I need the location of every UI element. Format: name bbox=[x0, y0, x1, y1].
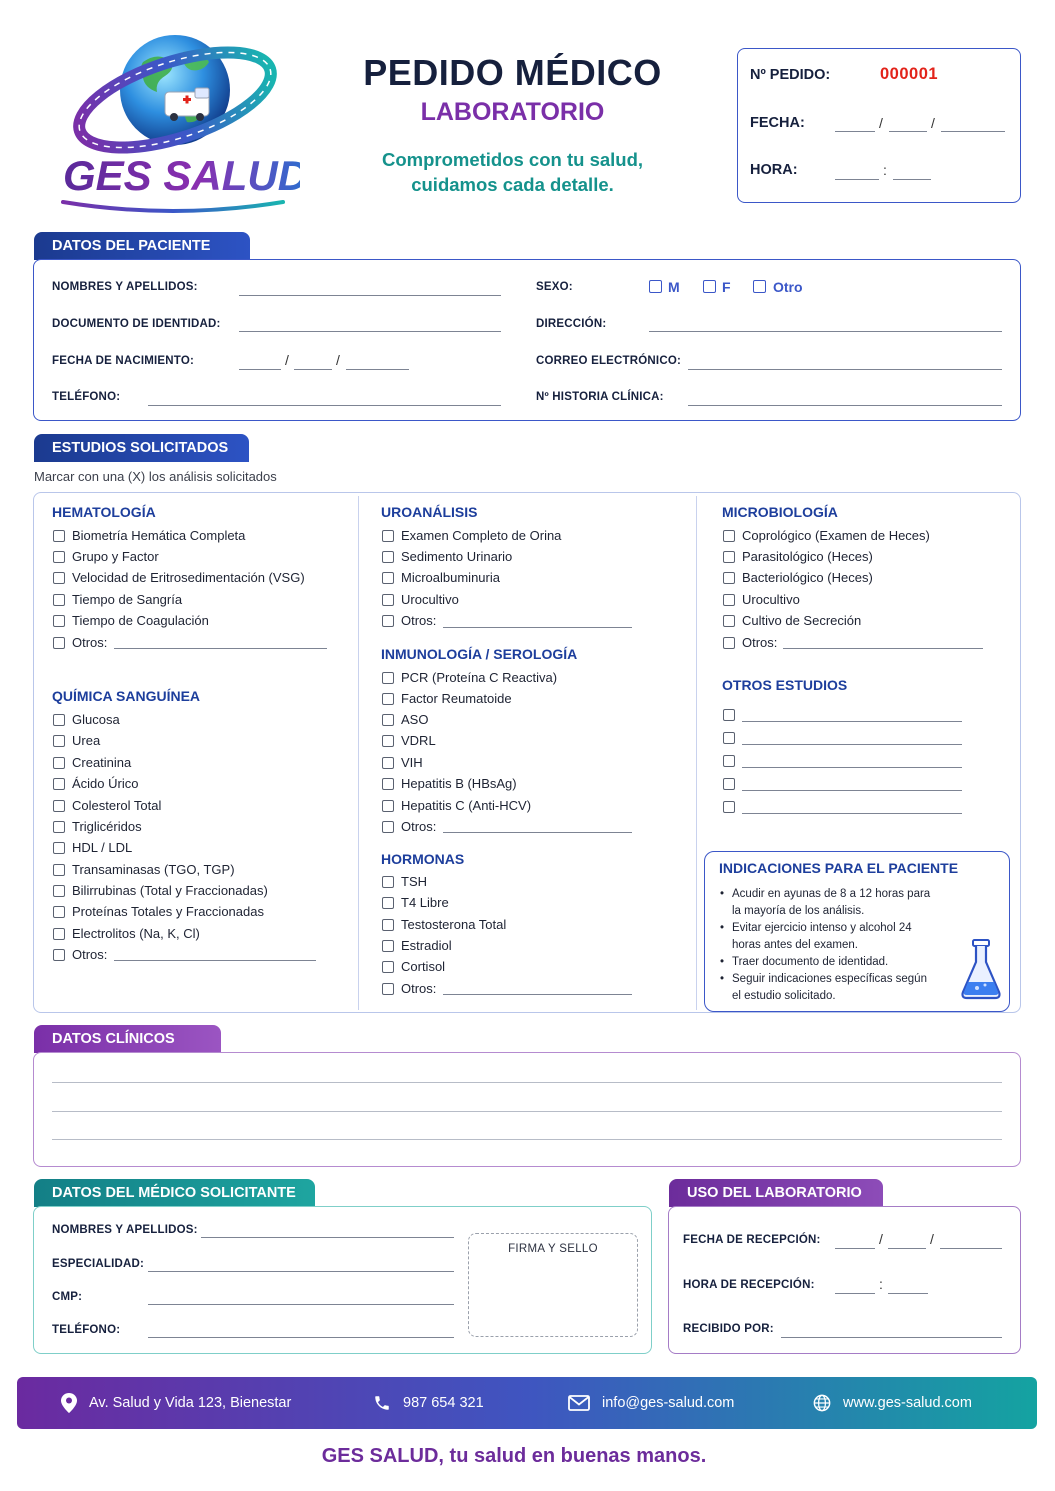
other-study-field[interactable] bbox=[742, 744, 962, 745]
study-label: Glucosa bbox=[72, 712, 120, 727]
checkbox[interactable] bbox=[382, 594, 394, 606]
reception-day-field[interactable] bbox=[835, 1248, 875, 1249]
list-item: • Evitar ejercicio intenso y alcohol 24 horas antes del examen. bbox=[719, 920, 934, 954]
checkbox[interactable] bbox=[53, 821, 65, 833]
checkbox[interactable] bbox=[382, 983, 394, 995]
date-separator: / bbox=[879, 115, 883, 131]
study-label: Testosterona Total bbox=[401, 917, 507, 932]
patient-name-field[interactable] bbox=[239, 295, 501, 296]
checkbox[interactable] bbox=[53, 735, 65, 747]
order-info-box bbox=[737, 48, 1021, 203]
checkbox[interactable] bbox=[382, 551, 394, 563]
doctor-cmp-field[interactable] bbox=[148, 1304, 454, 1305]
column-divider bbox=[358, 496, 359, 1010]
study-label: Bilirrubinas (Total y Fraccionadas) bbox=[72, 883, 268, 898]
section-tab-lab: USO DEL LABORATORIO bbox=[669, 1179, 883, 1207]
brand-wordmark: GES SALUD bbox=[63, 152, 300, 199]
footer-email bbox=[568, 1377, 734, 1429]
slogan-line-2: cuidamos cada detalle. bbox=[411, 174, 614, 195]
other-study-field[interactable] bbox=[114, 648, 327, 649]
page-title: PEDIDO MÉDICO bbox=[363, 52, 662, 93]
study-label: Bacteriológico (Heces) bbox=[742, 570, 873, 585]
clinical-line-field[interactable] bbox=[52, 1111, 1002, 1112]
globe-icon bbox=[813, 1394, 831, 1412]
checkbox[interactable] bbox=[53, 842, 65, 854]
checkbox[interactable] bbox=[53, 778, 65, 790]
checkbox[interactable] bbox=[53, 637, 65, 649]
doctor-name-field[interactable] bbox=[201, 1237, 454, 1238]
indications-list bbox=[719, 886, 934, 1005]
study-label: Coprológico (Examen de Heces) bbox=[742, 528, 930, 543]
other-study-field[interactable] bbox=[742, 721, 962, 722]
footer-email-text[interactable]: info@ges-salud.com bbox=[602, 1395, 735, 1411]
study-label: TSH bbox=[401, 874, 427, 889]
list-item: • Traer documento de identidad. bbox=[719, 954, 934, 971]
checkbox[interactable] bbox=[53, 885, 65, 897]
birth-month-field[interactable] bbox=[294, 369, 332, 370]
study-label: Colesterol Total bbox=[72, 798, 162, 813]
doctor-name-label: NOMBRES Y APELLIDOS: bbox=[52, 1224, 198, 1236]
sex-f-checkbox[interactable] bbox=[703, 280, 716, 293]
study-label: Triglicéridos bbox=[72, 819, 142, 834]
contact-footer bbox=[17, 1377, 1037, 1429]
checkbox[interactable] bbox=[53, 864, 65, 876]
footer-phone bbox=[373, 1377, 484, 1429]
checkbox[interactable] bbox=[382, 800, 394, 812]
study-label: Creatinina bbox=[72, 755, 132, 770]
patient-id-field[interactable] bbox=[239, 331, 501, 332]
study-label: Examen Completo de Orina bbox=[401, 528, 562, 543]
date-separator: / bbox=[285, 352, 289, 368]
section-tab-patient: DATOS DEL PACIENTE bbox=[34, 232, 250, 260]
study-label: Sedimento Urinario bbox=[401, 549, 513, 564]
study-label: Urocultivo bbox=[401, 592, 459, 607]
checkbox[interactable] bbox=[53, 572, 65, 584]
order-number-label: Nº PEDIDO: bbox=[750, 67, 831, 83]
doctor-phone-field[interactable] bbox=[148, 1337, 454, 1338]
sex-m-checkbox[interactable] bbox=[649, 280, 662, 293]
checkbox[interactable] bbox=[723, 530, 735, 542]
study-label: T4 Libre bbox=[401, 895, 449, 910]
checkbox[interactable] bbox=[723, 615, 735, 627]
quimica-title: QUÍMICA SANGUÍNEA bbox=[52, 688, 201, 704]
study-label: HDL / LDL bbox=[72, 840, 133, 855]
signature-area[interactable] bbox=[468, 1233, 638, 1337]
globe-ambulance-icon bbox=[55, 22, 300, 217]
study-label: Estradiol bbox=[401, 938, 452, 953]
study-label: Electrolitos (Na, K, Cl) bbox=[72, 926, 200, 941]
footer-website bbox=[813, 1377, 972, 1429]
order-time-hour-field[interactable] bbox=[835, 179, 879, 180]
checkbox[interactable] bbox=[382, 961, 394, 973]
section-tab-clinical: DATOS CLÍNICOS bbox=[34, 1025, 221, 1053]
patient-history-label: Nº HISTORIA CLÍNICA: bbox=[536, 391, 664, 403]
birth-day-field[interactable] bbox=[239, 369, 281, 370]
footer-address-text: Av. Salud y Vida 123, Bienestar bbox=[89, 1395, 292, 1411]
patient-id-label: DOCUMENTO DE IDENTIDAD: bbox=[52, 318, 221, 330]
sex-f-label: F bbox=[722, 279, 731, 295]
slogan-line-1: Comprometidos con tu salud, bbox=[381, 149, 644, 170]
patient-name-label: NOMBRES Y APELLIDOS: bbox=[52, 281, 198, 293]
checkbox[interactable] bbox=[382, 672, 394, 684]
slogan bbox=[330, 147, 695, 197]
study-label: Otros: bbox=[72, 635, 108, 650]
patient-email-field[interactable] bbox=[688, 369, 1002, 370]
checkbox[interactable] bbox=[382, 821, 394, 833]
checkbox[interactable] bbox=[382, 693, 394, 705]
study-label: Hepatitis C (Anti-HCV) bbox=[401, 798, 532, 813]
checkbox[interactable] bbox=[723, 551, 735, 563]
patient-email-label: CORREO ELECTRÓNICO: bbox=[536, 355, 681, 367]
sex-m-label: M bbox=[668, 279, 680, 295]
checkbox[interactable] bbox=[723, 755, 735, 767]
phone-icon bbox=[373, 1394, 391, 1412]
patient-history-field[interactable] bbox=[688, 405, 1002, 406]
checkbox[interactable] bbox=[53, 714, 65, 726]
other-study-field[interactable] bbox=[742, 813, 962, 814]
patient-birth-label: FECHA DE NACIMIENTO: bbox=[52, 355, 194, 367]
footer-website-text[interactable]: www.ges-salud.com bbox=[843, 1395, 972, 1411]
clinical-panel bbox=[33, 1052, 1021, 1167]
envelope-icon bbox=[568, 1395, 590, 1411]
checkbox[interactable] bbox=[723, 709, 735, 721]
sex-other-checkbox[interactable] bbox=[753, 280, 766, 293]
checkbox[interactable] bbox=[382, 757, 394, 769]
doctor-cmp-label: CMP: bbox=[52, 1291, 83, 1303]
checkbox[interactable] bbox=[53, 551, 65, 563]
tagline: GES SALUD, tu salud en buenas manos. bbox=[321, 1445, 707, 1467]
other-study-field[interactable] bbox=[443, 627, 632, 628]
study-label: Grupo y Factor bbox=[72, 549, 159, 564]
checkbox[interactable] bbox=[382, 778, 394, 790]
column-divider bbox=[696, 496, 697, 1010]
other-study-field[interactable] bbox=[114, 960, 316, 961]
study-label: Otros: bbox=[72, 947, 108, 962]
checkbox[interactable] bbox=[723, 778, 735, 790]
other-study-field[interactable] bbox=[443, 832, 632, 833]
study-label: Tiempo de Sangría bbox=[72, 592, 183, 607]
time-separator: : bbox=[879, 1276, 883, 1292]
checkbox[interactable] bbox=[382, 919, 394, 931]
date-separator: / bbox=[336, 352, 340, 368]
patient-address-field[interactable] bbox=[649, 331, 1002, 332]
received-by-field[interactable] bbox=[781, 1337, 1002, 1338]
study-label: Transaminasas (TGO, TGP) bbox=[72, 862, 235, 877]
checkbox[interactable] bbox=[723, 594, 735, 606]
checkbox[interactable] bbox=[382, 714, 394, 726]
reception-time-label: HORA DE RECEPCIÓN: bbox=[683, 1279, 815, 1291]
list-item: • Acudir en ayunas de 8 a 12 horas para la mayoría de los análisis. bbox=[719, 886, 934, 920]
list-item: • Seguir indicaciones específicas según el estudio solicitado. bbox=[719, 971, 934, 1005]
checkbox[interactable] bbox=[53, 757, 65, 769]
doctor-phone-label: TELÉFONO: bbox=[52, 1324, 121, 1336]
study-label: Biometría Hemática Completa bbox=[72, 528, 246, 543]
footer-phone-text: 987 654 321 bbox=[403, 1395, 484, 1411]
order-time-minute-field[interactable] bbox=[893, 179, 931, 180]
study-label: Urea bbox=[72, 733, 101, 748]
received-by-label: RECIBIDO POR: bbox=[683, 1323, 774, 1335]
order-date-day-field[interactable] bbox=[835, 131, 875, 132]
studies-hint: Marcar con una (X) los análisis solicitados bbox=[34, 469, 277, 484]
study-label: Cortisol bbox=[401, 959, 446, 974]
checkbox[interactable] bbox=[53, 615, 65, 627]
checkbox[interactable] bbox=[723, 732, 735, 744]
location-pin-icon bbox=[61, 1393, 77, 1413]
study-label: Hepatitis B (HBsAg) bbox=[401, 776, 517, 791]
checkbox[interactable] bbox=[53, 949, 65, 961]
doctor-specialty-field[interactable] bbox=[148, 1271, 454, 1272]
birth-year-field[interactable] bbox=[346, 369, 409, 370]
study-label: Otros: bbox=[401, 613, 437, 628]
other-study-field[interactable] bbox=[443, 994, 632, 995]
other-study-field[interactable] bbox=[742, 790, 962, 791]
patient-address-label: DIRECCIÓN: bbox=[536, 318, 607, 330]
clinical-line-field[interactable] bbox=[52, 1139, 1002, 1140]
study-label: Proteínas Totales y Fraccionadas bbox=[72, 904, 264, 919]
date-separator: / bbox=[931, 115, 935, 131]
flask-icon bbox=[959, 938, 1003, 1002]
order-date-label: FECHA: bbox=[750, 115, 805, 131]
order-time-label: HORA: bbox=[750, 162, 798, 178]
other-study-field[interactable] bbox=[783, 648, 983, 649]
study-label: Otros: bbox=[401, 819, 437, 834]
reception-hour-field[interactable] bbox=[835, 1293, 875, 1294]
otros-estudios-title: OTROS ESTUDIOS bbox=[722, 677, 848, 693]
checkbox[interactable] bbox=[53, 906, 65, 918]
checkbox[interactable] bbox=[382, 530, 394, 542]
brand-logo bbox=[55, 22, 300, 217]
checkbox[interactable] bbox=[53, 800, 65, 812]
reception-minute-field[interactable] bbox=[888, 1293, 928, 1294]
clinical-line-field[interactable] bbox=[52, 1082, 1002, 1083]
order-date-month-field[interactable] bbox=[889, 131, 927, 132]
study-label: Velocidad de Eritrosedimentación (VSG) bbox=[72, 570, 305, 585]
uroanalisis-title: UROANÁLISIS bbox=[381, 504, 478, 520]
patient-sex-label: SEXO: bbox=[536, 281, 573, 293]
section-tab-studies: ESTUDIOS SOLICITADOS bbox=[34, 434, 249, 462]
page-subtitle: LABORATORIO bbox=[420, 98, 605, 126]
footer-address bbox=[61, 1377, 291, 1429]
date-separator: / bbox=[930, 1231, 934, 1247]
study-label: Otros: bbox=[401, 981, 437, 996]
study-label: Urocultivo bbox=[742, 592, 800, 607]
order-number-value: 000001 bbox=[880, 65, 939, 83]
other-study-field[interactable] bbox=[742, 767, 962, 768]
study-label: Tiempo de Coagulación bbox=[72, 613, 209, 628]
patient-phone-field[interactable] bbox=[148, 405, 501, 406]
checkbox[interactable] bbox=[53, 594, 65, 606]
study-label: Cultivo de Secreción bbox=[742, 613, 862, 628]
study-label: Factor Reumatoide bbox=[401, 691, 512, 706]
reception-year-field[interactable] bbox=[940, 1248, 1002, 1249]
microbiologia-title: MICROBIOLOGÍA bbox=[722, 504, 838, 520]
study-label: VIH bbox=[401, 755, 423, 770]
checkbox[interactable] bbox=[723, 801, 735, 813]
checkbox[interactable] bbox=[53, 928, 65, 940]
checkbox[interactable] bbox=[723, 572, 735, 584]
signature-label: FIRMA Y SELLO bbox=[508, 1243, 598, 1255]
reception-month-field[interactable] bbox=[888, 1248, 926, 1249]
checkbox[interactable] bbox=[723, 637, 735, 649]
checkbox[interactable] bbox=[382, 735, 394, 747]
section-tab-doctor: DATOS DEL MÉDICO SOLICITANTE bbox=[34, 1179, 315, 1207]
study-label: Microalbuminuria bbox=[401, 570, 500, 585]
checkbox[interactable] bbox=[382, 876, 394, 888]
inmunologia-title: INMUNOLOGÍA / SEROLOGÍA bbox=[381, 646, 578, 662]
study-label: Otros: bbox=[742, 635, 778, 650]
sex-other-label: Otro bbox=[773, 279, 803, 295]
hormonas-title: HORMONAS bbox=[381, 851, 465, 867]
checkbox[interactable] bbox=[382, 940, 394, 952]
study-label: PCR (Proteína C Reactiva) bbox=[401, 670, 558, 685]
time-separator: : bbox=[883, 162, 887, 178]
doctor-specialty-label: ESPECIALIDAD: bbox=[52, 1258, 145, 1270]
study-label: Parasitológico (Heces) bbox=[742, 549, 873, 564]
patient-phone-label: TELÉFONO: bbox=[52, 391, 121, 403]
order-date-year-field[interactable] bbox=[941, 131, 1005, 132]
checkbox[interactable] bbox=[382, 615, 394, 627]
hematologia-title: HEMATOLOGÍA bbox=[52, 504, 156, 520]
indications-box bbox=[704, 851, 1010, 1012]
study-label: ASO bbox=[401, 712, 429, 727]
indications-title: INDICACIONES PARA EL PACIENTE bbox=[719, 860, 959, 876]
reception-date-label: FECHA DE RECEPCIÓN: bbox=[683, 1234, 821, 1246]
checkbox[interactable] bbox=[382, 897, 394, 909]
checkbox[interactable] bbox=[382, 572, 394, 584]
study-label: VDRL bbox=[401, 733, 436, 748]
date-separator: / bbox=[879, 1231, 883, 1247]
study-label: Ácido Úrico bbox=[72, 776, 139, 791]
checkbox[interactable] bbox=[53, 530, 65, 542]
